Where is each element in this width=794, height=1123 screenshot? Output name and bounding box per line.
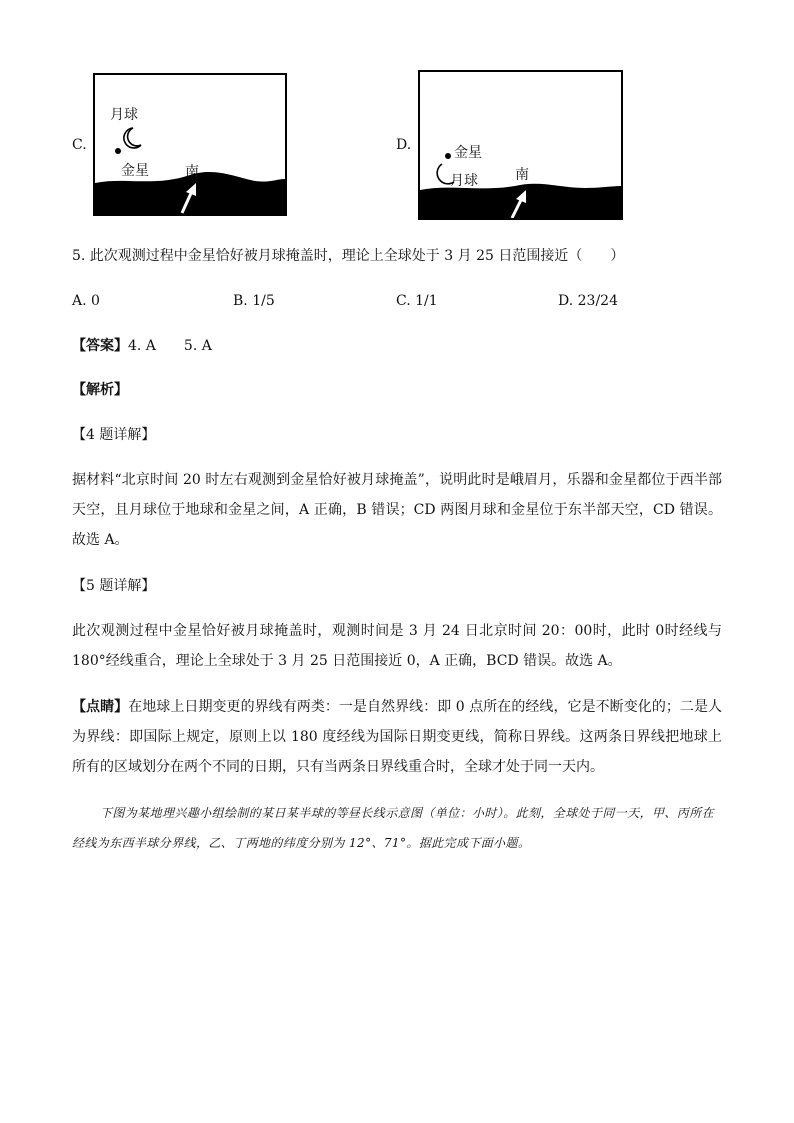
venus-dot-icon (445, 153, 451, 159)
answer-text: 4. A 5. A (128, 338, 212, 354)
figure-c-landscape (95, 75, 285, 214)
option-c: C. 1/1 (396, 293, 438, 309)
figure-d-moon-label: 月球 (450, 173, 478, 189)
option-d: D. 23/24 (558, 293, 618, 309)
tip-paragraph (72, 692, 722, 782)
figure-d-south-label: 南 (515, 167, 529, 183)
option-c-label: C. (72, 137, 87, 153)
option-d-label: D. (396, 137, 412, 153)
q5-heading: 【5 题详解】 (72, 578, 156, 594)
venus-dot-icon (115, 148, 121, 154)
figure-d-landscape (420, 72, 621, 218)
figure-c-sky (93, 73, 287, 216)
answer-label: 【答案】 (72, 338, 128, 354)
figure-c-venus-label: 金星 (121, 163, 149, 179)
option-a: A. 0 (72, 293, 100, 309)
q5-body: 此次观测过程中金星恰好被月球掩盖时，观测时间是 3 月 24 日北京时间 20：00时，此时 0时经线与 180°经线重合，理论上全球处于 3 月 25 日范围接近 0，A 正确，BCD 错误。故选 A。 (72, 623, 722, 669)
figure-c-moon-label: 月球 (110, 107, 138, 123)
tip-label: 【点睛】 (72, 699, 129, 715)
moon-crescent-icon (124, 128, 141, 148)
figure-d-sky (418, 70, 623, 220)
q4-heading: 【4 题详解】 (72, 427, 156, 443)
option-b: B. 1/5 (233, 293, 275, 309)
tip-body: 在地球上日期变更的界线有两类：一是自然界线：即 0 点所在的经线，它是不断变化的；二是人为界线：即国际上规定，原则上以 180 度经线为国际日期变更线，简称日界线。这两条日界线把地球上所有的区域划分在两个不同的日期，只有当两条日界线重合时，全球才处于同一天内。 (72, 699, 723, 775)
figure-d-venus-label: 金星 (454, 145, 482, 161)
next-question-intro: 下图为某地理兴趣小组绘制的某日某半球的等昼长线示意图（单位：小时）。此刻，全球处于同一天，甲、丙所在经线为东西半球分界线，乙、丁两地的纬度分别为 12°、71°。据此完成下面小题。 (72, 806, 715, 850)
figure-c-south-label: 南 (185, 164, 199, 180)
question-5-text: 5. 此次观测过程中金星恰好被月球掩盖时，理论上全球处于 3 月 25 日范围接近（ ） (72, 248, 625, 264)
q4-body: 据材料“北京时间 20 时左右观测到金星恰好被月球掩盖”，说明此时是峨眉月，乐器和金星都位于西半部天空，且月球位于地球和金星之间，A 正确，B 错误；CD 两图月球和金星位于东半部天空，CD 错误。故选 A。 (72, 472, 722, 548)
analysis-label: 【解析】 (72, 382, 128, 398)
answer-line (72, 336, 212, 356)
